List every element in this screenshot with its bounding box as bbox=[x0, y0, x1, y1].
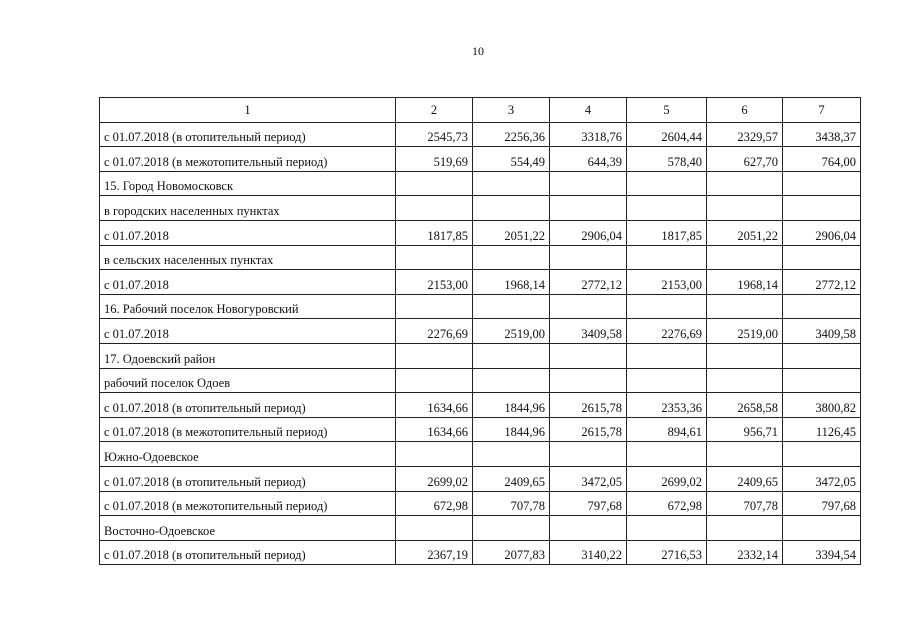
value-cell: 2051,22 bbox=[707, 220, 783, 245]
value-cell bbox=[783, 442, 861, 467]
value-cell: 2615,78 bbox=[550, 393, 627, 418]
value-cell bbox=[707, 343, 783, 368]
value-cell: 2615,78 bbox=[550, 417, 627, 442]
value-cell bbox=[550, 343, 627, 368]
value-cell bbox=[627, 368, 707, 393]
value-cell: 956,71 bbox=[707, 417, 783, 442]
value-cell: 3140,22 bbox=[550, 540, 627, 565]
table-row bbox=[100, 466, 861, 491]
table-row bbox=[100, 417, 861, 442]
value-cell bbox=[707, 171, 783, 196]
value-cell bbox=[550, 171, 627, 196]
value-cell: 3318,76 bbox=[550, 122, 627, 147]
value-cell: 3409,58 bbox=[783, 319, 861, 344]
value-cell bbox=[783, 516, 861, 541]
row-label-cell: 15. Город Новомосковск bbox=[100, 171, 396, 196]
row-label-cell: с 01.07.2018 bbox=[100, 319, 396, 344]
row-label-cell: с 01.07.2018 (в отопительный период) bbox=[100, 540, 396, 565]
value-cell bbox=[396, 368, 473, 393]
value-cell: 1126,45 bbox=[783, 417, 861, 442]
value-cell bbox=[707, 294, 783, 319]
value-cell: 2051,22 bbox=[473, 220, 550, 245]
value-cell bbox=[783, 196, 861, 221]
value-cell bbox=[473, 245, 550, 270]
value-cell: 797,68 bbox=[550, 491, 627, 516]
value-cell: 672,98 bbox=[396, 491, 473, 516]
value-cell: 1844,96 bbox=[473, 393, 550, 418]
value-cell bbox=[396, 245, 473, 270]
value-cell bbox=[473, 442, 550, 467]
value-cell bbox=[627, 196, 707, 221]
value-cell bbox=[707, 368, 783, 393]
value-cell bbox=[707, 516, 783, 541]
value-cell bbox=[783, 368, 861, 393]
tariff-table bbox=[99, 97, 861, 565]
value-cell: 894,61 bbox=[627, 417, 707, 442]
value-cell bbox=[396, 516, 473, 541]
row-label-cell: в сельских населенных пунктах bbox=[100, 245, 396, 270]
table-row bbox=[100, 319, 861, 344]
value-cell: 1817,85 bbox=[396, 220, 473, 245]
column-header-3: 3 bbox=[473, 98, 550, 123]
value-cell bbox=[627, 442, 707, 467]
value-cell: 2332,14 bbox=[707, 540, 783, 565]
row-label-cell: с 01.07.2018 (в отопительный период) bbox=[100, 393, 396, 418]
table-row bbox=[100, 245, 861, 270]
value-cell: 3472,05 bbox=[783, 466, 861, 491]
value-cell: 2906,04 bbox=[783, 220, 861, 245]
value-cell: 2409,65 bbox=[473, 466, 550, 491]
column-header-4: 4 bbox=[550, 98, 627, 123]
value-cell: 3472,05 bbox=[550, 466, 627, 491]
header-row bbox=[100, 98, 861, 123]
row-label-cell: с 01.07.2018 (в межотопительный период) bbox=[100, 491, 396, 516]
value-cell bbox=[550, 516, 627, 541]
row-label-cell: 17. Одоевский район bbox=[100, 343, 396, 368]
value-cell bbox=[473, 294, 550, 319]
table-row bbox=[100, 540, 861, 565]
column-header-6: 6 bbox=[707, 98, 783, 123]
value-cell: 2329,57 bbox=[707, 122, 783, 147]
value-cell bbox=[396, 171, 473, 196]
row-label-cell: с 01.07.2018 bbox=[100, 220, 396, 245]
column-header-5: 5 bbox=[627, 98, 707, 123]
value-cell: 2772,12 bbox=[550, 270, 627, 295]
value-cell: 2519,00 bbox=[707, 319, 783, 344]
value-cell: 2545,73 bbox=[396, 122, 473, 147]
row-label-cell: Восточно-Одоевское bbox=[100, 516, 396, 541]
value-cell bbox=[550, 196, 627, 221]
value-cell bbox=[627, 245, 707, 270]
value-cell: 2153,00 bbox=[396, 270, 473, 295]
value-cell: 519,69 bbox=[396, 147, 473, 172]
value-cell bbox=[627, 343, 707, 368]
value-cell: 707,78 bbox=[473, 491, 550, 516]
value-cell bbox=[783, 245, 861, 270]
value-cell: 1817,85 bbox=[627, 220, 707, 245]
value-cell bbox=[627, 171, 707, 196]
value-cell bbox=[473, 516, 550, 541]
value-cell: 707,78 bbox=[707, 491, 783, 516]
row-label-cell: рабочий поселок Одоев bbox=[100, 368, 396, 393]
column-header-7: 7 bbox=[783, 98, 861, 123]
row-label-cell: с 01.07.2018 (в межотопительный период) bbox=[100, 417, 396, 442]
value-cell: 797,68 bbox=[783, 491, 861, 516]
value-cell: 2519,00 bbox=[473, 319, 550, 344]
value-cell bbox=[783, 171, 861, 196]
value-cell: 2772,12 bbox=[783, 270, 861, 295]
value-cell bbox=[707, 245, 783, 270]
column-header-1: 1 bbox=[100, 98, 396, 123]
value-cell: 3438,37 bbox=[783, 122, 861, 147]
value-cell bbox=[627, 516, 707, 541]
value-cell: 764,00 bbox=[783, 147, 861, 172]
row-label-cell: 16. Рабочий поселок Новогуровский bbox=[100, 294, 396, 319]
value-cell bbox=[550, 442, 627, 467]
row-label-cell: с 01.07.2018 (в межотопительный период) bbox=[100, 147, 396, 172]
value-cell: 672,98 bbox=[627, 491, 707, 516]
row-label-cell: с 01.07.2018 (в отопительный период) bbox=[100, 466, 396, 491]
row-label-cell: в городских населенных пунктах bbox=[100, 196, 396, 221]
value-cell bbox=[707, 196, 783, 221]
value-cell bbox=[396, 196, 473, 221]
tariff-table-body bbox=[100, 98, 861, 565]
value-cell: 2716,53 bbox=[627, 540, 707, 565]
value-cell bbox=[396, 294, 473, 319]
value-cell: 3409,58 bbox=[550, 319, 627, 344]
value-cell: 2276,69 bbox=[627, 319, 707, 344]
value-cell: 1968,14 bbox=[707, 270, 783, 295]
value-cell bbox=[396, 442, 473, 467]
table-row bbox=[100, 270, 861, 295]
value-cell bbox=[396, 343, 473, 368]
column-header-2: 2 bbox=[396, 98, 473, 123]
value-cell: 2906,04 bbox=[550, 220, 627, 245]
table-row bbox=[100, 368, 861, 393]
value-cell bbox=[550, 294, 627, 319]
value-cell: 2604,44 bbox=[627, 122, 707, 147]
table-row bbox=[100, 343, 861, 368]
table-row bbox=[100, 491, 861, 516]
value-cell: 3800,82 bbox=[783, 393, 861, 418]
value-cell: 2276,69 bbox=[396, 319, 473, 344]
value-cell: 627,70 bbox=[707, 147, 783, 172]
value-cell: 2367,19 bbox=[396, 540, 473, 565]
value-cell: 2353,36 bbox=[627, 393, 707, 418]
value-cell: 1968,14 bbox=[473, 270, 550, 295]
value-cell: 644,39 bbox=[550, 147, 627, 172]
value-cell bbox=[473, 343, 550, 368]
value-cell bbox=[627, 294, 707, 319]
table-row bbox=[100, 171, 861, 196]
row-label-cell: с 01.07.2018 (в отопительный период) bbox=[100, 122, 396, 147]
value-cell bbox=[707, 442, 783, 467]
value-cell: 578,40 bbox=[627, 147, 707, 172]
value-cell: 3394,54 bbox=[783, 540, 861, 565]
value-cell: 1634,66 bbox=[396, 393, 473, 418]
value-cell: 2699,02 bbox=[396, 466, 473, 491]
value-cell bbox=[550, 368, 627, 393]
table-row bbox=[100, 393, 861, 418]
value-cell bbox=[473, 171, 550, 196]
table-row bbox=[100, 220, 861, 245]
table-row bbox=[100, 442, 861, 467]
value-cell: 2699,02 bbox=[627, 466, 707, 491]
value-cell: 2409,65 bbox=[707, 466, 783, 491]
value-cell bbox=[473, 196, 550, 221]
value-cell: 1634,66 bbox=[396, 417, 473, 442]
value-cell: 2077,83 bbox=[473, 540, 550, 565]
row-label-cell: с 01.07.2018 bbox=[100, 270, 396, 295]
page-number: 10 bbox=[472, 44, 484, 58]
table-row bbox=[100, 516, 861, 541]
table-row bbox=[100, 122, 861, 147]
table-row bbox=[100, 196, 861, 221]
value-cell: 554,49 bbox=[473, 147, 550, 172]
value-cell: 2153,00 bbox=[627, 270, 707, 295]
table-row bbox=[100, 294, 861, 319]
row-label-cell: Южно-Одоевское bbox=[100, 442, 396, 467]
value-cell bbox=[783, 343, 861, 368]
value-cell: 2658,58 bbox=[707, 393, 783, 418]
value-cell bbox=[783, 294, 861, 319]
value-cell bbox=[550, 245, 627, 270]
value-cell bbox=[473, 368, 550, 393]
value-cell: 1844,96 bbox=[473, 417, 550, 442]
value-cell: 2256,36 bbox=[473, 122, 550, 147]
table-row bbox=[100, 147, 861, 172]
